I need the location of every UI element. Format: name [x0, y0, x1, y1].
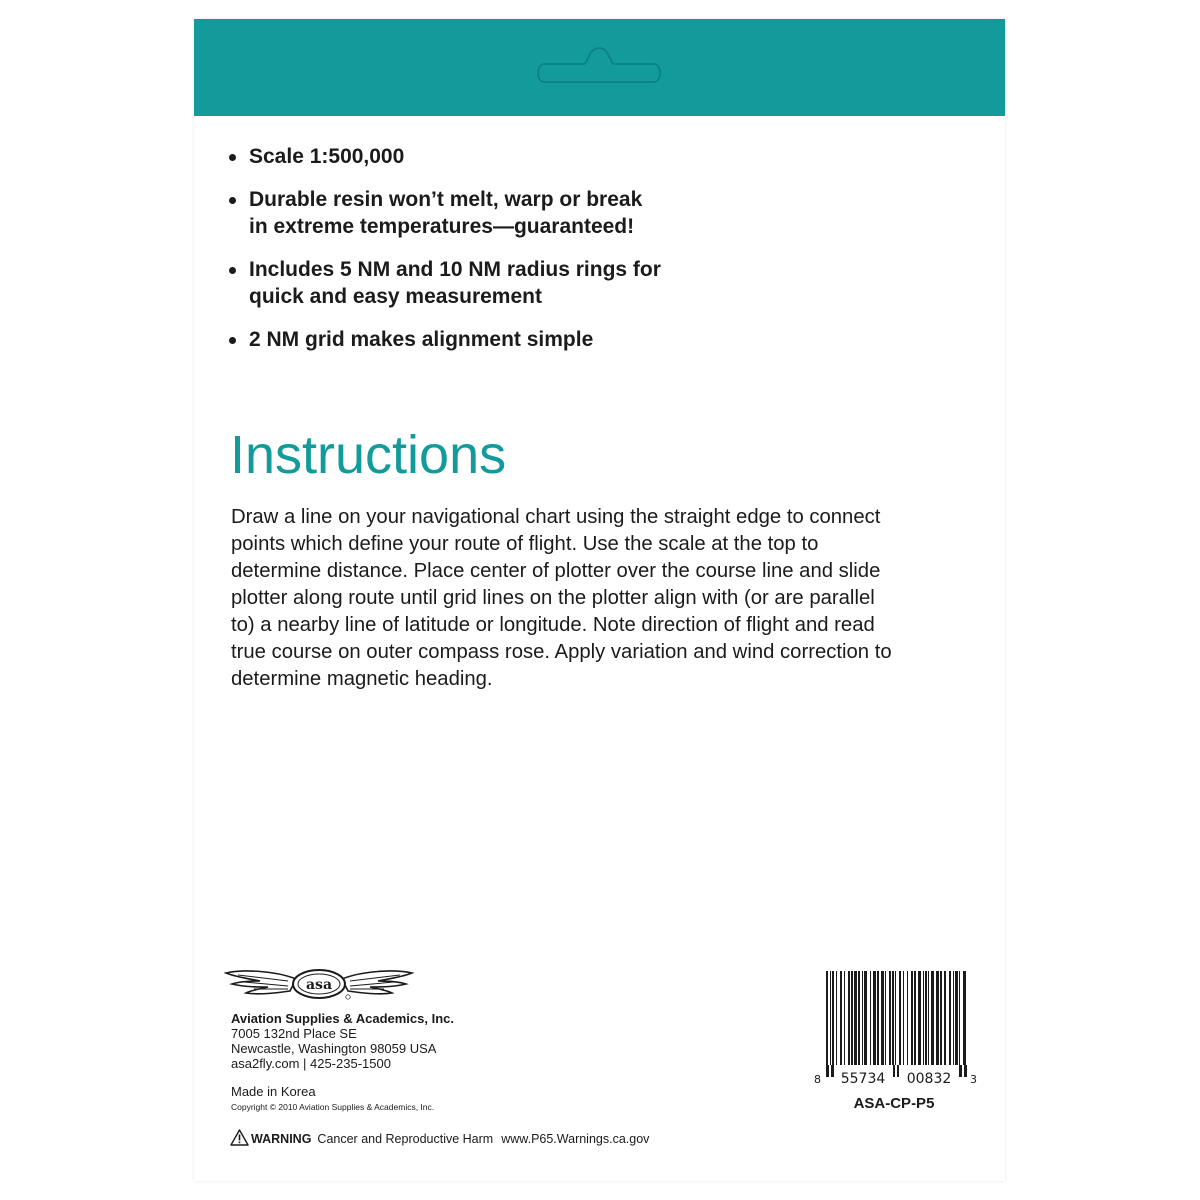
- instructions-line: points which define your route of flight. Use the scale at the top to: [231, 533, 819, 555]
- barcode-bar: [931, 971, 934, 1067]
- barcode-bar: [870, 971, 871, 1067]
- instructions-title: Instructions: [230, 425, 507, 485]
- barcode-bar: [949, 971, 951, 1067]
- barcode-bar: [923, 971, 924, 1067]
- made-in: Made in Korea: [231, 1084, 316, 1099]
- hang-hole-icon: [530, 42, 668, 88]
- barcode-bars: [826, 971, 966, 1067]
- barcode-bar: [848, 971, 850, 1067]
- barcode-bar: [911, 971, 913, 1067]
- feature-item: [229, 326, 949, 353]
- upc-barcode: [810, 971, 980, 1089]
- feature-item: [229, 256, 949, 310]
- barcode-bar: [963, 971, 966, 1067]
- barcode-bar: [873, 971, 876, 1067]
- barcode-digit-right: 3: [970, 1073, 977, 1086]
- barcode-bar: [955, 971, 958, 1067]
- feature-item: [229, 186, 949, 240]
- warning-text: Cancer and Reproductive Harm: [317, 1132, 494, 1146]
- header-band: [194, 19, 1005, 116]
- company-web-phone: asa2fly.com | 425-235-1500: [231, 1056, 391, 1071]
- barcode-bar: [844, 971, 845, 1067]
- barcode-bar: [928, 971, 929, 1067]
- barcode-bar: [959, 971, 960, 1067]
- package-back-card: [194, 19, 1005, 1181]
- instructions-line: to) a nearby line of latitude or longitude. Note direction of flight and read: [231, 614, 875, 636]
- warning-label: WARNING: [251, 1132, 312, 1146]
- barcode-bar: [925, 971, 927, 1067]
- feature-text: quick and easy measurement: [249, 285, 542, 308]
- barcode-group1: 55734: [840, 1071, 886, 1087]
- barcode-bar: [903, 971, 904, 1067]
- warning-url: www.P65.Warnings.ca.gov: [501, 1132, 650, 1146]
- feature-text: 2 NM grid makes alignment simple: [249, 328, 594, 351]
- asa-winged-logo: [224, 965, 414, 1007]
- barcode-bar: [918, 971, 921, 1067]
- barcode-bar: [892, 971, 894, 1067]
- barcode-bar: [858, 971, 860, 1067]
- barcode-bar: [830, 971, 831, 1067]
- barcode-bar: [936, 971, 939, 1067]
- feature-text: Durable resin won’t melt, warp or break: [249, 188, 643, 211]
- barcode-bar: [907, 971, 908, 1067]
- barcode-bar: [895, 971, 896, 1067]
- barcode-digit-left: 8: [814, 1073, 821, 1086]
- barcode-bar: [881, 971, 884, 1067]
- instructions-line: determine distance. Place center of plotter over the course line and slide: [231, 560, 881, 582]
- instructions-line: plotter along route until grid lines on the plotter align with (or are parallel: [231, 587, 875, 609]
- barcode-bar: [854, 971, 857, 1067]
- sku-code: ASA-CP-P5: [853, 1095, 935, 1112]
- company-info: [231, 1011, 454, 1071]
- feature-item: [229, 143, 949, 170]
- barcode-bar: [826, 971, 828, 1067]
- company-address-line1: 7005 132nd Place SE: [231, 1026, 357, 1041]
- feature-text: in extreme temperatures—guaranteed!: [249, 215, 635, 238]
- instructions-body: [231, 504, 976, 693]
- warning-triangle-icon: [230, 1129, 249, 1146]
- barcode-bar: [940, 971, 942, 1067]
- barcode-bar: [840, 971, 842, 1067]
- barcode-bar: [832, 971, 834, 1067]
- barcode-bar: [944, 971, 946, 1067]
- instructions-line: true course on outer compass rose. Apply variation and wind correction to: [231, 641, 892, 663]
- feature-list: [229, 143, 949, 369]
- barcode-bar: [914, 971, 916, 1067]
- copyright: Copyright © 2010 Aviation Supplies & Academics, Inc.: [231, 1102, 435, 1112]
- barcode-bar: [877, 971, 879, 1067]
- barcode-bar: [836, 971, 837, 1067]
- barcode-bar: [953, 971, 954, 1067]
- feature-text: Scale 1:500,000: [249, 145, 405, 168]
- prop65-warning: [230, 1129, 649, 1147]
- instructions-line: Draw a line on your navigational chart using the straight edge to connect: [231, 506, 881, 528]
- barcode-bar: [899, 971, 901, 1067]
- feature-text: Includes 5 NM and 10 NM radius rings for: [249, 258, 661, 281]
- barcode-bar: [885, 971, 886, 1067]
- logo-text: asa: [305, 977, 333, 993]
- company-address-line2: Newcastle, Washington 98059 USA: [231, 1041, 437, 1056]
- barcode-bar: [862, 971, 863, 1067]
- barcode-bar: [851, 971, 853, 1067]
- barcode-bar: [864, 971, 867, 1067]
- barcode-bar: [889, 971, 891, 1067]
- company-name: Aviation Supplies & Academics, Inc.: [231, 1011, 454, 1026]
- barcode-group2: 00832: [906, 1071, 952, 1087]
- instructions-line: determine magnetic heading.: [231, 668, 493, 690]
